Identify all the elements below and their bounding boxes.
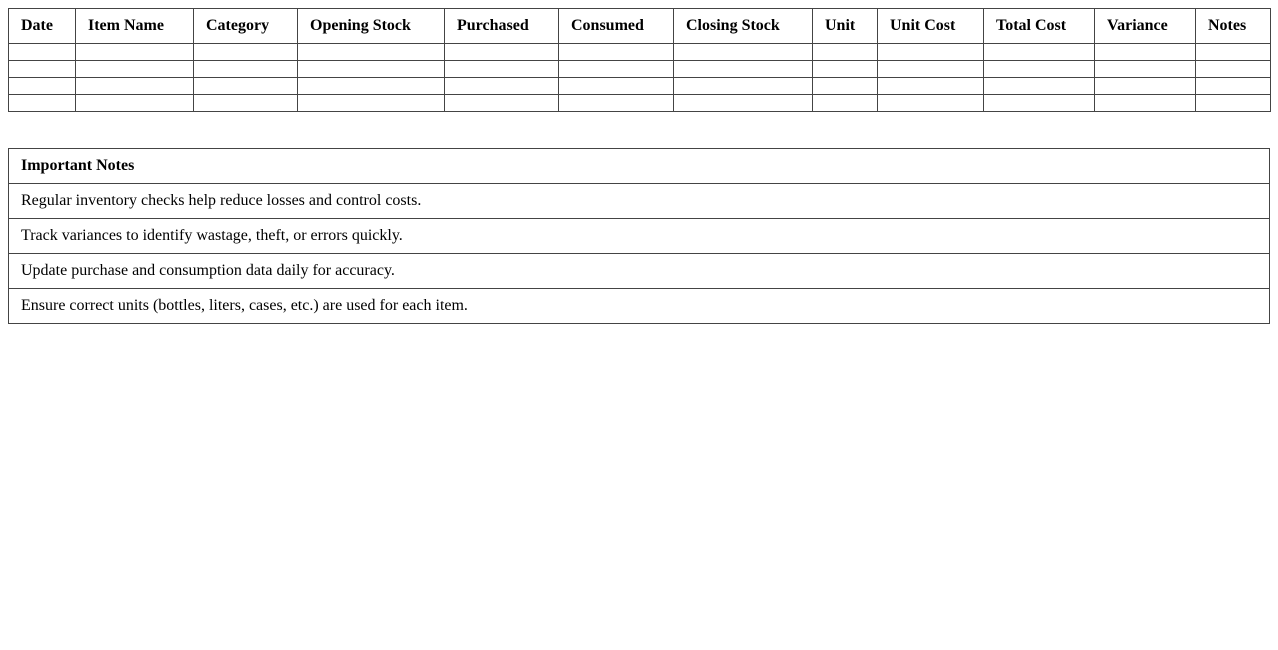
table-cell[interactable]: [674, 44, 813, 61]
note-row: [9, 289, 1270, 324]
table-cell[interactable]: [559, 95, 674, 112]
table-cell[interactable]: [813, 44, 878, 61]
table-cell[interactable]: [298, 78, 445, 95]
col-header-unit-cost: Unit Cost: [878, 9, 984, 44]
table-row: [9, 44, 1271, 61]
col-header-item-name: Item Name: [76, 9, 194, 44]
notes-header-row: [9, 149, 1270, 184]
notes-title: Important Notes: [9, 149, 1270, 184]
col-header-date: Date: [9, 9, 76, 44]
important-notes-table: [8, 148, 1270, 324]
table-cell[interactable]: [674, 61, 813, 78]
note-row: [9, 184, 1270, 219]
table-cell[interactable]: [559, 78, 674, 95]
inventory-table: [8, 8, 1271, 112]
table-cell[interactable]: [984, 61, 1095, 78]
table-cell[interactable]: [878, 95, 984, 112]
table-cell[interactable]: [9, 61, 76, 78]
col-header-purchased: Purchased: [445, 9, 559, 44]
col-header-variance: Variance: [1095, 9, 1196, 44]
note-item: Update purchase and consumption data daily for accuracy.: [9, 254, 1270, 289]
col-header-consumed: Consumed: [559, 9, 674, 44]
table-cell[interactable]: [445, 78, 559, 95]
table-cell[interactable]: [76, 61, 194, 78]
table-cell[interactable]: [1196, 44, 1271, 61]
col-header-closing-stock: Closing Stock: [674, 9, 813, 44]
table-row: [9, 61, 1271, 78]
table-cell[interactable]: [9, 44, 76, 61]
table-cell[interactable]: [1196, 61, 1271, 78]
table-cell[interactable]: [1095, 44, 1196, 61]
col-header-category: Category: [194, 9, 298, 44]
table-cell[interactable]: [1095, 61, 1196, 78]
table-cell[interactable]: [878, 44, 984, 61]
table-cell[interactable]: [194, 95, 298, 112]
table-cell[interactable]: [445, 44, 559, 61]
table-cell[interactable]: [298, 61, 445, 78]
note-item: Ensure correct units (bottles, liters, cases, etc.) are used for each item.: [9, 289, 1270, 324]
table-cell[interactable]: [1095, 78, 1196, 95]
col-header-total-cost: Total Cost: [984, 9, 1095, 44]
table-row: [9, 78, 1271, 95]
table-cell[interactable]: [298, 95, 445, 112]
table-cell[interactable]: [813, 61, 878, 78]
table-cell[interactable]: [76, 78, 194, 95]
table-cell[interactable]: [445, 95, 559, 112]
table-cell[interactable]: [674, 78, 813, 95]
table-cell[interactable]: [76, 95, 194, 112]
col-header-opening-stock: Opening Stock: [298, 9, 445, 44]
table-cell[interactable]: [298, 44, 445, 61]
table-cell[interactable]: [9, 95, 76, 112]
note-row: [9, 254, 1270, 289]
table-cell[interactable]: [674, 95, 813, 112]
table-cell[interactable]: [559, 44, 674, 61]
table-cell[interactable]: [9, 78, 76, 95]
table-cell[interactable]: [194, 44, 298, 61]
table-cell[interactable]: [878, 61, 984, 78]
table-cell[interactable]: [878, 78, 984, 95]
note-item: Track variances to identify wastage, theft, or errors quickly.: [9, 219, 1270, 254]
table-cell[interactable]: [76, 44, 194, 61]
table-cell[interactable]: [813, 78, 878, 95]
table-cell[interactable]: [559, 61, 674, 78]
table-cell[interactable]: [1095, 95, 1196, 112]
table-cell[interactable]: [984, 44, 1095, 61]
header-row: [9, 9, 1271, 44]
table-cell[interactable]: [1196, 78, 1271, 95]
col-header-unit: Unit: [813, 9, 878, 44]
table-cell[interactable]: [194, 78, 298, 95]
table-cell[interactable]: [813, 95, 878, 112]
table-cell[interactable]: [194, 61, 298, 78]
table-row: [9, 95, 1271, 112]
table-cell[interactable]: [445, 61, 559, 78]
table-cell[interactable]: [1196, 95, 1271, 112]
note-row: [9, 219, 1270, 254]
table-cell[interactable]: [984, 95, 1095, 112]
col-header-notes: Notes: [1196, 9, 1271, 44]
note-item: Regular inventory checks help reduce losses and control costs.: [9, 184, 1270, 219]
table-cell[interactable]: [984, 78, 1095, 95]
